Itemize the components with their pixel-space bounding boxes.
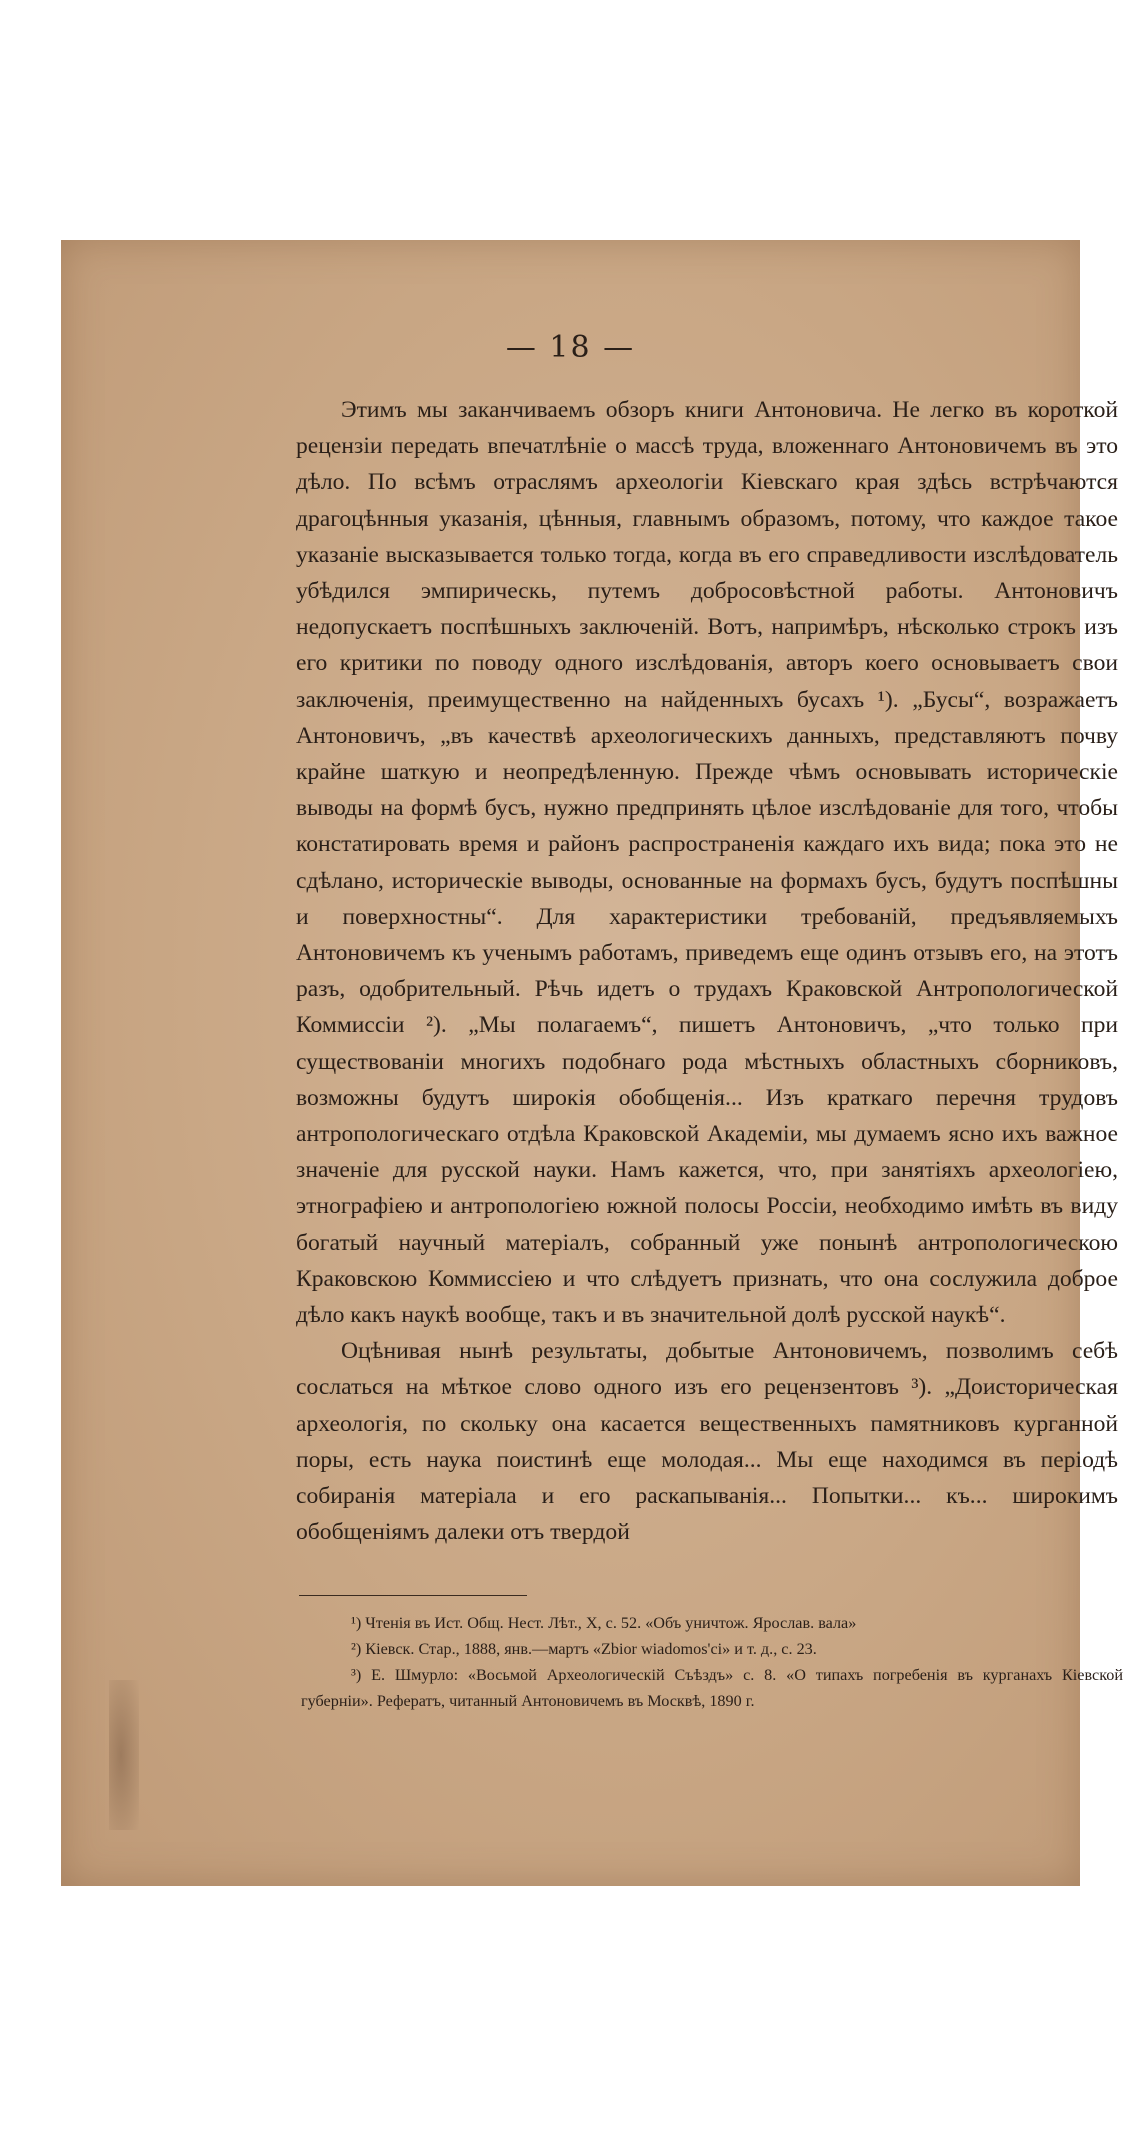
footnote-divider (299, 1595, 527, 1596)
body-text (296, 392, 1118, 1551)
footnote: ²) Кіевск. Стар., 1888, янв.—мартъ «Zbior wiadomos'ci» и т. д., с. 23. (351, 1640, 817, 1658)
footnote: ¹) Чтенія въ Ист. Общ. Нест. Лѣт., X, с. 52. «Объ уничтож. Ярослав. вала» (351, 1614, 857, 1632)
book-page (61, 240, 1123, 1886)
page-stain (109, 1680, 139, 1830)
footnotes (301, 1610, 1123, 1714)
paragraph: Этимъ мы заканчиваемъ обзоръ книги Антоновича. Не легко въ короткой рецензіи передать впечатлѣніе о массѣ труда, вложеннаго Антоновичемъ въ это дѣло. По всѣмъ отраслямъ археологіи Кіевскаго края здѣсь встрѣчаются драгоцѣнныя указанія, цѣнныя, главнымъ образомъ, потому, что каждое такое указаніе высказывается только тогда, когда въ его справедливости изслѣдователь убѣдился эмпирическь, путемъ добросовѣстной работы. Антоновичъ недопускаетъ поспѣшныхъ заключеній. Вотъ, напримѣръ, нѣсколько строкъ изъ его критики по поводу одного изслѣдованія, авторъ коего основываетъ свои заключенія, преимущественно на найденныхъ бусахъ ¹). „Бусы“, возражаетъ Антоновичъ, „въ качествѣ археологическихъ данныхъ, представляютъ почву крайне шаткую и неопредѣленную. Прежде чѣмъ основывать историческіе выводы на формѣ бусъ, нужно предпринять цѣлое изслѣдованіе для того, чтобы констатировать время и районъ распространенія каждаго ихъ вида; пока это не сдѣлано, историческіе выводы, основанные на формахъ бусъ, будутъ поспѣшны и поверхностны“. Для характеристики требованій, предъявляемыхъ Антоновичемъ къ ученымъ работамъ, приведемъ еще одинъ отзывъ его, на этотъ разъ, одобрительный. Рѣчь идетъ о трудахъ Краковской Антропологической Коммиссіи ²). „Мы полагаемъ“, пишетъ Антоновичъ, „что только при существованіи многихъ подобнаго рода мѣстныхъ областныхъ сборниковъ, возможны будутъ широкія обобщенія... Изъ краткаго перечня трудовъ антропологическаго отдѣла Краковской Академіи, мы думаемъ ясно ихъ важное значеніе для русской науки. Намъ кажется, что, при занятіяхъ археологіею, этнографіею и антропологіею южной полосы Россіи, необходимо имѣть въ виду богатый научный матеріалъ, собранный уже понынѣ антропологическою Краковскою Коммиссіею и что слѣдуетъ признать, что она сослужила доброе дѣло какъ наукѣ вообще, такъ и въ значительной долѣ русской наукѣ“. (296, 397, 1118, 1329)
page-number: — 18 — (505, 330, 636, 365)
paragraph: Оцѣнивая нынѣ результаты, добытые Антоновичемъ, позволимъ себѣ сослаться на мѣткое слово одного изъ его рецензентовъ ³). „Доисторическая археологія, по скольку она касается вещественныхъ памятниковъ курганной поры, есть наука поистинѣ еще молодая... Мы еще находимся въ періодѣ собиранія матеріала и его раскапыванія... Попытки... къ... широкимъ обобщеніямъ далеки отъ твердой (296, 1338, 1118, 1546)
footnote: ³) Е. Шмурло: «Восьмой Археологическій Съѣздъ» с. 8. «О типахъ погребенія въ курганахъ Кіевской губерніи». Рефератъ, читанный Антоновичемъ въ Москвѣ, 1890 г. (301, 1666, 1123, 1710)
